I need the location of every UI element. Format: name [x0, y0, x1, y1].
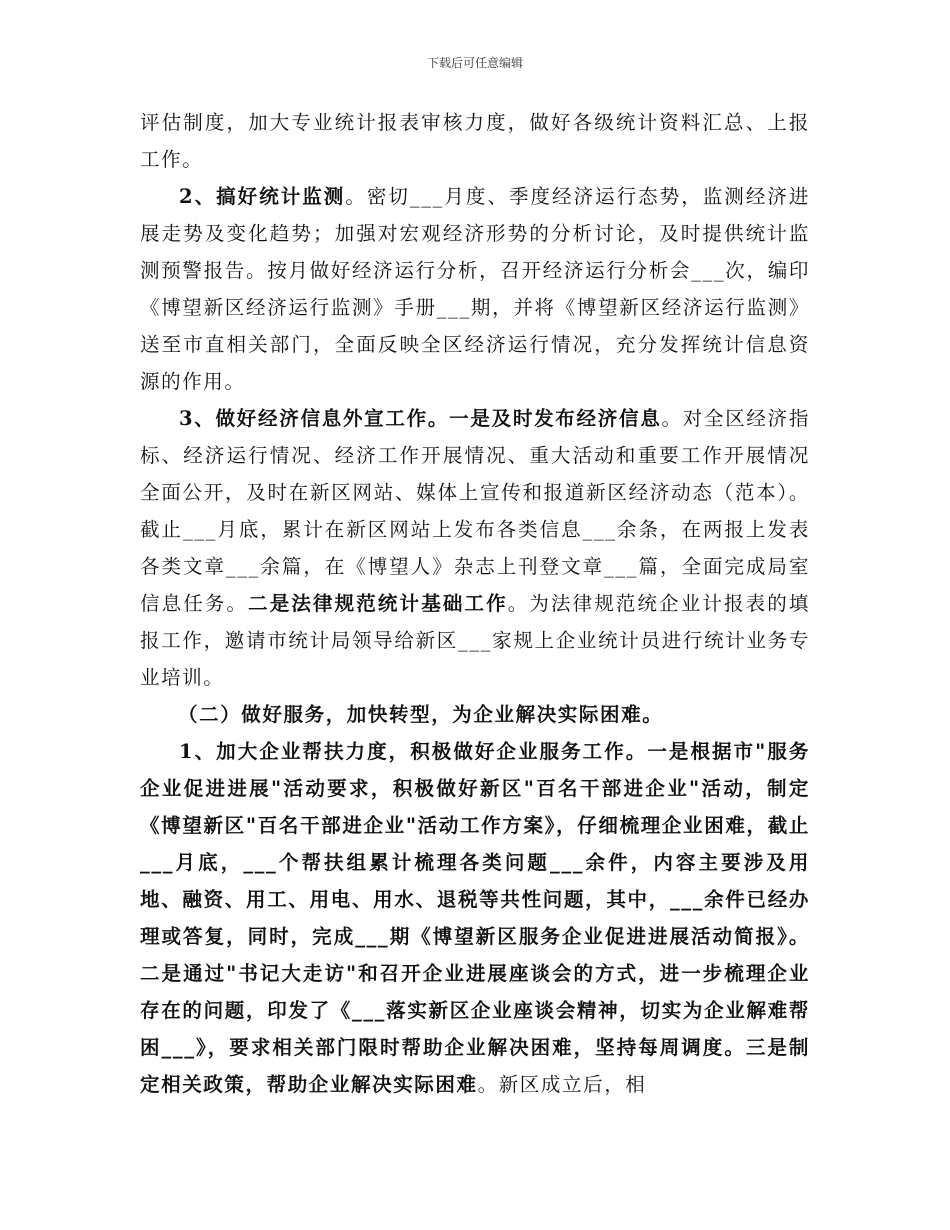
paragraph-continuation: 评估制度，加大专业统计报表审核力度，做好各级统计资料汇总、上报工作。: [140, 111, 810, 171]
paragraph-subheading: 二是法律规范统计基础工作: [248, 592, 508, 615]
paragraph-text: 。密切___月度、季度经济运行态势，监测经济进展走势及变化趋势；加强对宏观经济形势的分析讨论，及时提供统计监测预警报告。按月做好经济运行分析，召开经济运行分析会___次，编印《博望新区经济运行监测》手册___期，并将《博望新区经济运行监测》送至市直相关部门，全面反映全区经济运行情况，充分发挥统计信息资源的作用。: [140, 185, 810, 393]
paragraph-statistics-monitoring: [140, 178, 810, 400]
paragraph-heading: 2、搞好统计监测: [179, 185, 346, 208]
page-header: 下载后可任意编辑: [426, 56, 523, 70]
paragraph-text: 。新区成立后，相: [477, 1073, 647, 1096]
paragraph-economic-info: [140, 400, 810, 696]
paragraph-text: 。为法律规范统企业计报表的填报工作，邀请市统计局领导给新区___家规上企业统计员进行统计业务专业培训。: [140, 592, 810, 689]
paragraph-heading: 3、做好经济信息外宣工作。一是及时发布经济信息: [179, 407, 662, 430]
section-heading: （二）做好服务，加快转型，为企业解决实际困难。: [178, 703, 664, 726]
paragraph-text: 。对全区经济指标、经济运行情况、经济工作开展情况、重大活动和重要工作开展情况全面公开，及时在新区网站、媒体上宣传和报道新区经济动态（范本）。截止___月底，累计在新区网站上发布各类信息___余条，在两报上发表各类文章___余篇，在《博望人》杂志上刊登文章___篇，全面完成局室信息任务。: [140, 407, 810, 615]
document-body: [140, 104, 810, 1103]
paragraph-heading: 1、加大企业帮扶力度，积极做好企业服务工作。一是根据市"服务企业促进进展"活动要求，积极做好新区"百名干部进企业"活动，制定《博望新区"百名干部进企业"活动工作方案》，仔细梳理企业困难，截止___月底，___个帮扶组累计梳理各类问题___余件，内容主要涉及用地、融资、用工、用电、用水、退税等共性问题，其中，___余件已经办理或答复，同时，完成___期《博望新区服务企业促进进展活动简报》。二是通过"书记大走访"和召开企业进展座谈会的方式，进一步梳理企业存在的问题，印发了《___落实新区企业座谈会精神，切实为企业解难帮困___》，要求相关部门限时帮助企业解决困难，坚持每周调度。三是制定相关政策，帮助企业解决实际困难: [140, 740, 810, 1096]
paragraph-enterprise-support: [140, 733, 810, 1103]
